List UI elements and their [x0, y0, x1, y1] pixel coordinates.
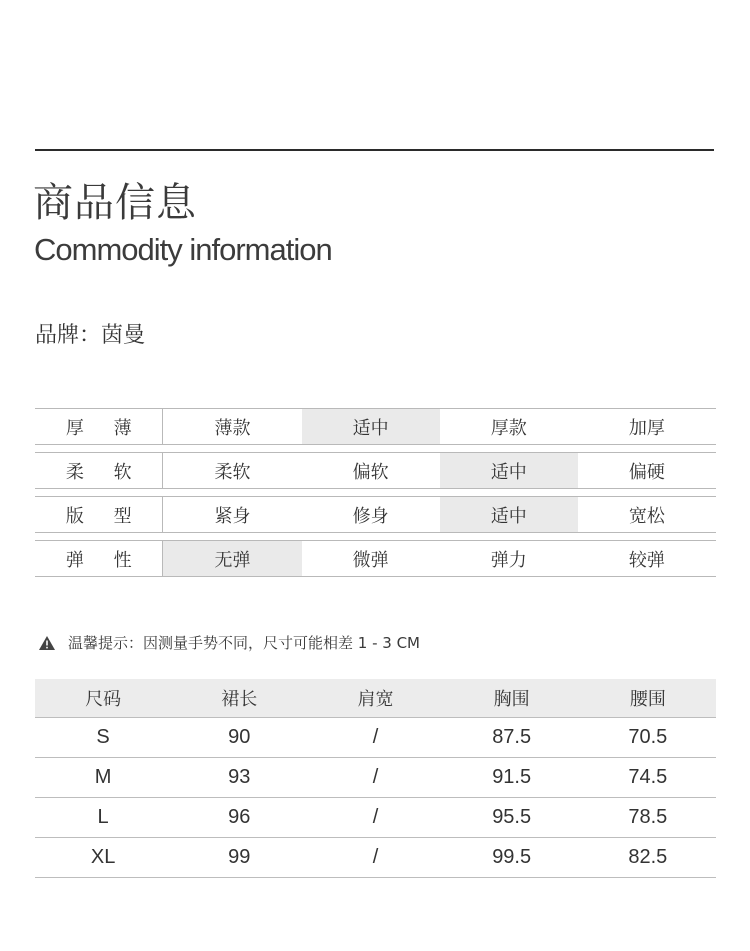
attribute-option: 修身: [352, 505, 389, 527]
top-divider: [35, 149, 714, 151]
size-table: [35, 679, 716, 878]
table-cell: 70.5: [628, 726, 668, 748]
attribute-option: 柔软: [214, 461, 251, 483]
attribute-option-selected: 适中: [302, 409, 440, 444]
table-cell: 93: [228, 766, 251, 788]
attribute-option: 偏硬: [628, 461, 665, 483]
table-row: [35, 758, 716, 798]
attribute-label: 厚 薄: [35, 409, 163, 444]
attribute-row-elasticity: [35, 540, 716, 577]
section-title-cn: 商品信息: [33, 180, 197, 226]
warning-icon: [38, 635, 56, 651]
attribute-option: 宽松: [628, 505, 665, 527]
table-cell: 96: [228, 806, 251, 828]
table-row: [35, 798, 716, 838]
table-cell: 90: [228, 726, 251, 748]
column-header-size: 尺码: [85, 689, 122, 710]
column-header-waist: 腰围: [629, 689, 666, 710]
table-cell: 99: [228, 846, 251, 868]
attribute-option: 微弹: [352, 549, 389, 571]
table-cell: 91.5: [492, 766, 532, 788]
size-table-header: [35, 679, 716, 718]
attribute-option: 紧身: [214, 505, 251, 527]
table-cell: /: [372, 806, 379, 828]
attribute-option: 较弹: [628, 549, 665, 571]
column-header-length: 裙长: [221, 689, 258, 710]
attribute-option-selected: 适中: [440, 497, 578, 532]
table-row: [35, 718, 716, 758]
table-cell: M: [94, 766, 112, 788]
attribute-option-selected: 适中: [440, 453, 578, 488]
attribute-option: 偏软: [352, 461, 389, 483]
table-cell: 82.5: [628, 846, 668, 868]
attribute-option: 加厚: [628, 417, 665, 439]
table-cell: 74.5: [628, 766, 668, 788]
attribute-label: 版 型: [35, 497, 163, 532]
table-cell: /: [372, 766, 379, 788]
table-cell: /: [372, 726, 379, 748]
attribute-label: 柔 软: [35, 453, 163, 488]
attribute-option: 厚款: [490, 417, 527, 439]
attribute-row-thickness: [35, 409, 716, 445]
table-cell: 95.5: [492, 806, 532, 828]
attribute-table: [35, 408, 716, 577]
attribute-option-selected: 无弹: [163, 541, 301, 576]
table-cell: 78.5: [628, 806, 668, 828]
attribute-row-fit: [35, 496, 716, 533]
column-header-bust: 胸围: [493, 689, 530, 710]
table-cell: L: [97, 806, 109, 828]
attribute-option: 薄款: [214, 417, 251, 439]
attribute-label: 弹 性: [35, 541, 163, 576]
attribute-row-softness: [35, 452, 716, 489]
table-cell: XL: [90, 846, 116, 868]
table-cell: S: [96, 726, 110, 748]
column-header-shoulder: 肩宽: [357, 689, 394, 710]
brand-label: 品牌：茵曼: [35, 323, 146, 348]
table-cell: /: [372, 846, 379, 868]
section-title-en: Commodity information: [34, 232, 332, 267]
tip-text: 温馨提示：因测量手势不同，尺寸可能相差 1 - 3 CM: [68, 634, 420, 652]
table-cell: 87.5: [492, 726, 532, 748]
measurement-tip: [38, 632, 420, 653]
attribute-option: 弹力: [490, 549, 527, 571]
table-row: [35, 838, 716, 878]
table-cell: 99.5: [492, 846, 532, 868]
